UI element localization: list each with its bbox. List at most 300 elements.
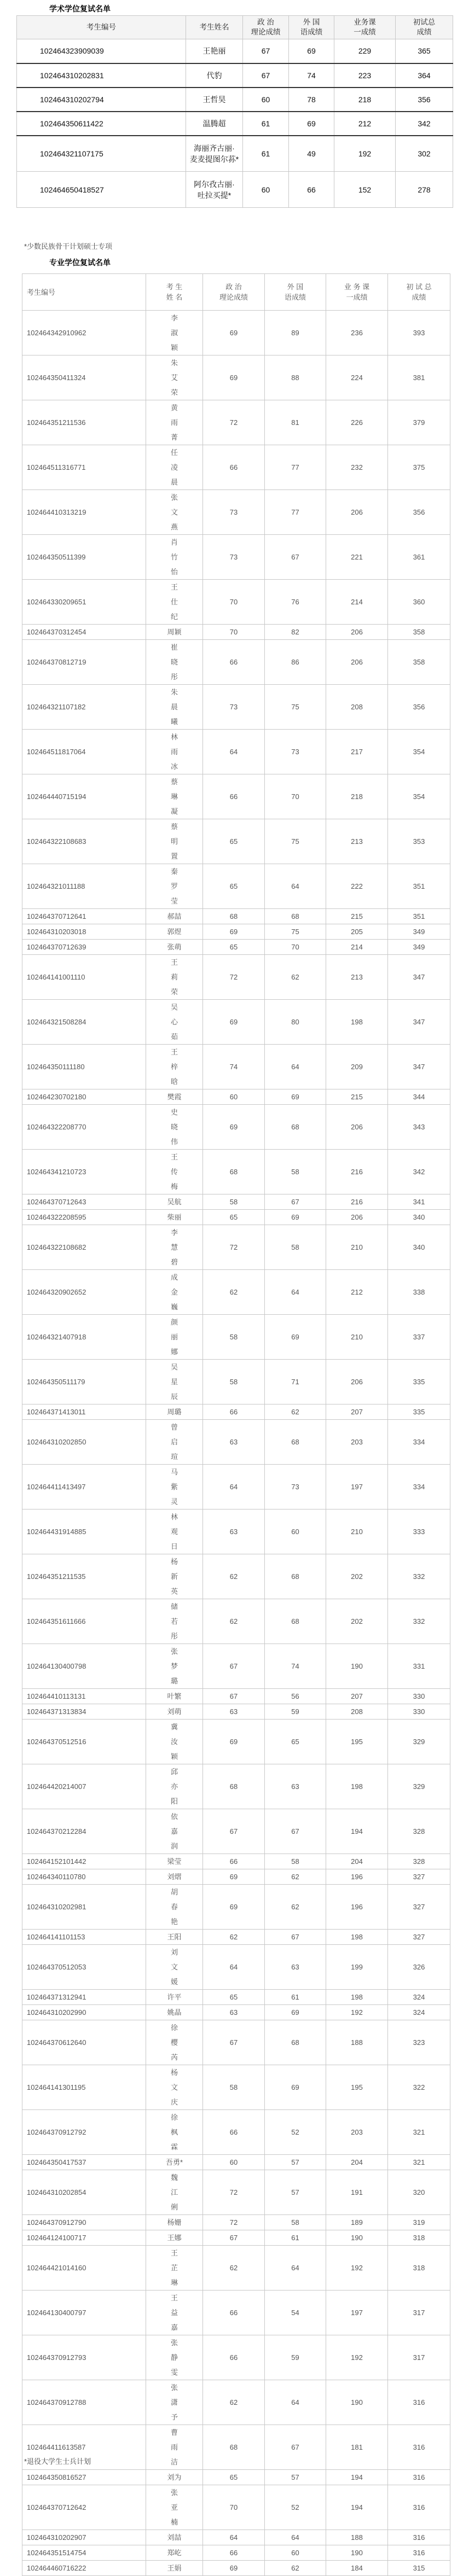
candidate-name-line: 晓 [170, 1123, 178, 1131]
score-biz-cell: 197 [326, 1465, 388, 1510]
score-eng-cell: 68 [265, 1105, 326, 1150]
score-eng-cell: 88 [265, 355, 326, 400]
score-biz-cell: 212 [334, 112, 396, 136]
candidate-id-cell: 102464370512516 [22, 1720, 146, 1764]
score-pol-cell: 60 [243, 172, 289, 208]
score-total-cell: 278 [396, 172, 453, 208]
candidate-name-line: 刘 [170, 1948, 178, 1956]
candidate-name-line: 胡 [170, 1888, 178, 1896]
professional-row [22, 819, 450, 864]
candidate-name-line: 林 [170, 733, 178, 741]
candidate-id-cell: 102464230702180 [22, 1089, 146, 1105]
score-biz-cell: 191 [326, 2170, 388, 2215]
candidate-name-line: 枫 [170, 2128, 178, 2136]
score-pol-cell: 69 [203, 1720, 265, 1764]
candidate-id-cell: 102464321508284 [22, 1000, 146, 1045]
candidate-name-line: 黄 [170, 404, 178, 412]
score-pol-cell: 66 [203, 2335, 265, 2380]
score-biz-cell: 214 [326, 580, 388, 625]
professional-row [22, 924, 450, 940]
candidate-name-line: 彤 [170, 1632, 178, 1640]
score-eng-cell: 58 [265, 1225, 326, 1270]
candidate-name-line: 梅 [170, 1182, 178, 1191]
score-biz-cell: 196 [326, 1885, 388, 1930]
score-eng-cell: 82 [265, 625, 326, 640]
score-biz-cell: 202 [326, 1599, 388, 1644]
score-eng-cell: 64 [265, 864, 326, 909]
score-eng-cell: 67 [265, 535, 326, 580]
score-total-cell: 332 [388, 1599, 450, 1644]
academic-row [17, 39, 453, 63]
candidate-id-cell: 102464310202850 [22, 1420, 146, 1465]
score-eng-cell: 52 [265, 2485, 326, 2530]
score-pol-cell: 64 [203, 1465, 265, 1510]
candidate-id-cell: 102464370912788 [22, 2380, 146, 2425]
score-eng-cell: 58 [265, 2215, 326, 2230]
professional-row [22, 535, 450, 580]
candidate-name-line: 曾 [170, 1423, 178, 1431]
candidate-name-cell [146, 864, 203, 909]
candidate-name-line: 芮 [170, 2053, 178, 2061]
candidate-name-line: 周颖 [167, 628, 182, 636]
candidate-name-line: 晗 [170, 1077, 178, 1086]
score-total-cell: 326 [388, 1945, 450, 1990]
candidate-id-cell: 102464340110780 [22, 1869, 146, 1885]
candidate-name-line: 观 [170, 1528, 178, 1536]
candidate-id-cell: 102464341210723 [22, 1150, 146, 1194]
score-eng-cell: 64 [265, 2246, 326, 2291]
score-pol-cell: 66 [203, 640, 265, 685]
score-pol-cell: 66 [203, 774, 265, 819]
professional-row [22, 1644, 450, 1689]
candidate-name-cell [146, 1854, 203, 1869]
candidate-name-line: 荣 [170, 388, 178, 397]
candidate-id-cell: 102464511817064 [22, 730, 146, 774]
candidate-name-cell [146, 1045, 203, 1089]
candidate-name-cell [186, 172, 243, 208]
candidate-name-line: 嘉 [170, 1827, 178, 1835]
candidate-name-line: 叶繁 [167, 1692, 182, 1700]
candidate-name-line: 庆 [170, 2098, 178, 2106]
score-eng-cell: 68 [265, 1599, 326, 1644]
score-biz-cell: 196 [326, 1869, 388, 1885]
candidate-name-line: 碧 [170, 1258, 178, 1266]
score-eng-cell: 68 [265, 909, 326, 924]
candidate-name-line: 雯 [170, 2368, 178, 2376]
candidate-name-line: 王 [170, 958, 178, 966]
academic-header-cell [334, 16, 396, 39]
score-total-cell: 330 [388, 1704, 450, 1720]
score-pol-cell: 66 [203, 1404, 265, 1420]
score-eng-cell: 80 [265, 1000, 326, 1045]
professional-row [22, 940, 450, 955]
candidate-name-line: 置 [170, 852, 178, 860]
candidate-name-line: 巍 [170, 1303, 178, 1311]
score-pol-cell: 60 [203, 2155, 265, 2170]
score-eng-cell: 62 [265, 1404, 326, 1420]
candidate-name-line: 予 [170, 2413, 178, 2421]
score-pol-cell: 67 [203, 1689, 265, 1704]
score-biz-cell: 206 [326, 640, 388, 685]
score-total-cell: 342 [388, 1150, 450, 1194]
candidate-name-line: 汝 [170, 1738, 178, 1746]
score-pol-cell: 69 [203, 924, 265, 940]
score-biz-cell: 212 [326, 1270, 388, 1315]
professional-row [22, 1045, 450, 1089]
score-biz-cell: 218 [334, 88, 396, 112]
candidate-name-line: 马 [170, 1468, 178, 1476]
score-pol-cell: 68 [203, 1764, 265, 1809]
professional-header-cell [22, 274, 146, 311]
candidate-name-line: 艳 [170, 1918, 178, 1926]
candidate-name-cell [146, 1689, 203, 1704]
score-pol-cell: 69 [203, 1885, 265, 1930]
candidate-id-cell: 102464320902652 [22, 1270, 146, 1315]
score-pol-cell: 67 [243, 63, 289, 88]
score-pol-cell: 69 [203, 1869, 265, 1885]
candidate-id-cell: 102464370712641 [22, 909, 146, 924]
score-eng-cell: 69 [265, 2005, 326, 2020]
score-eng-cell: 62 [265, 2561, 326, 2576]
candidate-id-cell: 102464124100717 [22, 2230, 146, 2246]
score-eng-cell: 69 [265, 1315, 326, 1360]
score-biz-cell: 181 [326, 2425, 388, 2470]
score-biz-cell: 203 [326, 1420, 388, 1465]
professional-header-line: 业 务 课 [344, 283, 370, 291]
score-eng-cell: 69 [289, 39, 334, 63]
score-total-cell: 335 [388, 1404, 450, 1420]
candidate-id-cell: 102464511316771 [22, 445, 146, 490]
candidate-name-cell [146, 2215, 203, 2230]
academic-row [17, 172, 453, 208]
score-eng-cell: 69 [265, 2065, 326, 2110]
professional-row [22, 1689, 450, 1704]
professional-row [22, 1404, 450, 1420]
candidate-name-line: 纪 [170, 613, 178, 621]
candidate-name-line: 雨 [170, 2443, 178, 2451]
candidate-name-line: 梁莹 [167, 1857, 182, 1866]
academic-header-line: 成绩 [416, 28, 432, 36]
score-eng-cell: 62 [265, 1869, 326, 1885]
score-pol-cell: 68 [203, 909, 265, 924]
candidate-name-line: 刘喆 [167, 2533, 182, 2542]
score-pol-cell: 63 [203, 1704, 265, 1720]
score-eng-cell: 64 [265, 2380, 326, 2425]
score-pol-cell: 58 [203, 1194, 265, 1210]
candidate-name-line: 王 [170, 1153, 178, 1161]
professional-header-line: 外 国 [287, 283, 304, 291]
score-total-cell: 334 [388, 1420, 450, 1465]
professional-row [22, 2335, 450, 2380]
candidate-name-line: 曹 [170, 2428, 178, 2437]
score-biz-cell: 232 [326, 445, 388, 490]
professional-header-line: 语成绩 [284, 293, 306, 301]
candidate-name-line: 凌 [170, 463, 178, 471]
score-biz-cell: 188 [326, 2530, 388, 2545]
score-total-cell: 343 [388, 1105, 450, 1150]
professional-row [22, 1599, 450, 1644]
professional-header-line: 考 生 [166, 283, 183, 291]
score-eng-cell: 56 [265, 1689, 326, 1704]
candidate-name-cell [146, 1150, 203, 1194]
professional-title: 专业学位复试名单 [49, 258, 111, 267]
score-biz-cell: 198 [326, 1990, 388, 2005]
candidate-name-cell [146, 2110, 203, 2155]
candidate-id-cell: 102464310202981 [22, 1885, 146, 1930]
candidate-id-cell: 102464370712642 [22, 2485, 146, 2530]
score-eng-cell: 64 [265, 2530, 326, 2545]
score-total-cell: 349 [388, 924, 450, 940]
score-eng-cell: 68 [265, 1420, 326, 1465]
candidate-id-cell: 102464411613587 [22, 2425, 146, 2470]
candidate-name-cell [146, 1945, 203, 1990]
score-total-cell: 321 [388, 2110, 450, 2155]
score-total-cell: 379 [388, 400, 450, 445]
score-total-cell: 322 [388, 2065, 450, 2110]
score-eng-cell: 62 [265, 955, 326, 1000]
candidate-name-line: 丽 [170, 1333, 178, 1341]
score-total-cell: 327 [388, 1885, 450, 1930]
score-biz-cell: 214 [326, 940, 388, 955]
score-eng-cell: 70 [265, 940, 326, 955]
score-total-cell: 353 [388, 819, 450, 864]
score-pol-cell: 72 [203, 955, 265, 1000]
candidate-name-line: 刘熠 [167, 1873, 182, 1881]
score-total-cell: 333 [388, 1510, 450, 1554]
candidate-name-cell [146, 2155, 203, 2170]
score-total-cell: 316 [388, 2425, 450, 2470]
candidate-name-cell [146, 1210, 203, 1225]
candidate-name-line: 莉 [170, 973, 178, 981]
score-eng-cell: 67 [265, 1930, 326, 1945]
candidate-name-line: 王 [170, 2294, 178, 2302]
candidate-name-cell [146, 1360, 203, 1404]
professional-row [22, 2110, 450, 2155]
professional-row [22, 909, 450, 924]
candidate-id-cell: 102464321107182 [22, 685, 146, 730]
score-pol-cell: 60 [243, 88, 289, 112]
score-eng-cell: 71 [265, 1360, 326, 1404]
candidate-name-line: 春 [170, 1903, 178, 1911]
professional-row [22, 2155, 450, 2170]
score-total-cell: 347 [388, 955, 450, 1000]
professional-row [22, 1089, 450, 1105]
score-total-cell: 327 [388, 1869, 450, 1885]
candidate-name-cell [146, 2380, 203, 2425]
candidate-name-cell [146, 2291, 203, 2335]
candidate-name-line: 吴航 [167, 1198, 182, 1206]
candidate-name-line: 徐 [170, 2024, 178, 2032]
candidate-id-cell: 102464350511399 [22, 535, 146, 580]
candidate-name-cell [146, 2485, 203, 2530]
candidate-name-cell [146, 1404, 203, 1420]
professional-row [22, 1465, 450, 1510]
candidate-name-line: 蔡 [170, 823, 178, 831]
score-eng-cell: 60 [265, 1510, 326, 1554]
score-pol-cell: 69 [203, 1000, 265, 1045]
candidate-name-line: 温腾超 [202, 119, 226, 128]
score-pol-cell: 65 [203, 1990, 265, 2005]
score-eng-cell: 65 [265, 1720, 326, 1764]
candidate-id-cell: 102464322208770 [22, 1105, 146, 1150]
score-pol-cell: 61 [243, 136, 289, 172]
score-pol-cell: 73 [203, 685, 265, 730]
candidate-id-cell: 102464420214007 [22, 1764, 146, 1809]
candidate-name-line: 启 [170, 1438, 178, 1446]
score-total-cell: 375 [388, 445, 450, 490]
candidate-id-cell: 102464321011188 [22, 864, 146, 909]
score-biz-cell: 192 [326, 2335, 388, 2380]
score-eng-cell: 67 [265, 2425, 326, 2470]
candidate-name-line: 晓 [170, 658, 178, 666]
score-biz-cell: 195 [326, 2065, 388, 2110]
professional-row [22, 1210, 450, 1225]
score-total-cell: 351 [388, 909, 450, 924]
professional-header-line: 姓 名 [166, 293, 183, 301]
professional-row [22, 2215, 450, 2230]
score-pol-cell: 62 [203, 2380, 265, 2425]
candidate-id-cell: 102464350816527 [22, 2470, 146, 2485]
academic-row [17, 88, 453, 112]
score-biz-cell: 195 [326, 1720, 388, 1764]
candidate-name-line: 王艳丽 [202, 46, 226, 56]
professional-row [22, 311, 450, 355]
candidate-name-line: 淑 [170, 329, 178, 337]
candidate-name-cell [146, 445, 203, 490]
score-total-cell: 354 [388, 730, 450, 774]
candidate-name-line: 灵 [170, 1497, 178, 1506]
candidate-name-cell [146, 1554, 203, 1599]
score-biz-cell: 210 [326, 1315, 388, 1360]
score-total-cell: 342 [396, 112, 453, 136]
score-biz-cell: 216 [326, 1194, 388, 1210]
academic-header-cell [396, 16, 453, 39]
score-total-cell: 356 [396, 88, 453, 112]
academic-header-cell [289, 16, 334, 39]
score-biz-cell: 190 [326, 1644, 388, 1689]
candidate-id-cell: 102464141001110 [22, 955, 146, 1000]
candidate-name-line: 璐 [170, 1677, 178, 1685]
score-eng-cell: 74 [265, 1644, 326, 1689]
professional-table [22, 273, 450, 2576]
candidate-name-line: 伟 [170, 1138, 178, 1146]
score-total-cell: 361 [388, 535, 450, 580]
score-total-cell: 334 [388, 1465, 450, 1510]
score-pol-cell: 63 [203, 1420, 265, 1465]
score-eng-cell: 77 [265, 445, 326, 490]
candidate-name-line: 郑屹 [167, 2549, 182, 2557]
candidate-name-cell [146, 924, 203, 940]
score-pol-cell: 65 [203, 2470, 265, 2485]
score-total-cell: 337 [388, 1315, 450, 1360]
candidate-name-line: 朱 [170, 688, 178, 696]
score-pol-cell: 66 [203, 2110, 265, 2155]
score-total-cell: 340 [388, 1210, 450, 1225]
score-total-cell: 315 [388, 2561, 450, 2576]
score-pol-cell: 62 [203, 1930, 265, 1945]
score-total-cell: 320 [388, 2170, 450, 2215]
professional-header-line: 考生编号 [27, 288, 56, 296]
candidate-name-cell [146, 730, 203, 774]
score-total-cell: 351 [388, 864, 450, 909]
candidate-id-cell: 102464310202990 [22, 2005, 146, 2020]
candidate-name-cell [146, 355, 203, 400]
score-pol-cell: 65 [203, 864, 265, 909]
candidate-name-cell [146, 2470, 203, 2485]
candidate-name-line: 金 [170, 1288, 178, 1296]
score-biz-cell: 190 [326, 2545, 388, 2561]
professional-row [22, 1930, 450, 1945]
score-pol-cell: 73 [203, 490, 265, 535]
candidate-name-line: 樊霞 [167, 1093, 182, 1101]
score-eng-cell: 76 [265, 580, 326, 625]
score-pol-cell: 69 [203, 2561, 265, 2576]
candidate-id-cell: 102464410113131 [22, 1689, 146, 1704]
candidate-name-line: 菁 [170, 433, 178, 441]
candidate-name-line: 杨 [170, 2068, 178, 2077]
score-total-cell: 329 [388, 1720, 450, 1764]
score-eng-cell: 58 [265, 1854, 326, 1869]
academic-header-line: 考生编号 [86, 23, 116, 31]
candidate-name-line: 颜 [170, 1318, 178, 1326]
professional-row [22, 1194, 450, 1210]
score-pol-cell: 70 [203, 580, 265, 625]
academic-header-line: 外 国 [303, 18, 320, 26]
candidate-id-cell: 102464323909039 [17, 39, 186, 63]
candidate-name-line: 若 [170, 1617, 178, 1625]
candidate-name-cell [146, 955, 203, 1000]
candidate-id-cell: 102464370212284 [22, 1809, 146, 1854]
academic-header-line: 理论成绩 [251, 28, 281, 36]
candidate-name-cell [146, 1644, 203, 1689]
academic-header-line: 考生姓名 [199, 23, 229, 31]
candidate-name-line: 许平 [167, 1993, 182, 2001]
candidate-name-line: 俐 [170, 2203, 178, 2211]
score-eng-cell: 63 [265, 1764, 326, 1809]
score-eng-cell: 67 [265, 1194, 326, 1210]
score-total-cell: 318 [388, 2230, 450, 2246]
candidate-name-line: 麦麦提图尔荪* [189, 154, 239, 164]
score-biz-cell: 206 [326, 1210, 388, 1225]
candidate-id-cell: 102464370712639 [22, 940, 146, 955]
candidate-id-cell: 102464350417537 [22, 2155, 146, 2170]
professional-row [22, 1105, 450, 1150]
candidate-name-line: 朱 [170, 359, 178, 367]
candidate-name-line: 刘萌 [167, 1707, 182, 1716]
score-total-cell: 319 [388, 2215, 450, 2230]
professional-row [22, 1945, 450, 1990]
score-biz-cell: 213 [326, 819, 388, 864]
candidate-name-line: 崔 [170, 643, 178, 651]
academic-header-line: 语成绩 [300, 28, 323, 36]
candidate-id-cell: 102464421014160 [22, 2246, 146, 2291]
score-biz-cell: 215 [326, 909, 388, 924]
score-pol-cell: 65 [203, 940, 265, 955]
candidate-name-cell [186, 88, 243, 112]
score-eng-cell: 61 [265, 2230, 326, 2246]
candidate-name-cell [146, 1764, 203, 1809]
score-eng-cell: 66 [289, 172, 334, 208]
candidate-name-line: 任 [170, 448, 178, 457]
candidate-name-cell [146, 535, 203, 580]
score-pol-cell: 65 [203, 819, 265, 864]
professional-header-line: 一成绩 [346, 293, 368, 301]
candidate-name-cell [146, 1930, 203, 1945]
score-eng-cell: 68 [265, 1554, 326, 1599]
score-pol-cell: 73 [203, 535, 265, 580]
candidate-name-line: 梓 [170, 1063, 178, 1071]
candidate-id-cell: 102464350111180 [22, 1045, 146, 1089]
